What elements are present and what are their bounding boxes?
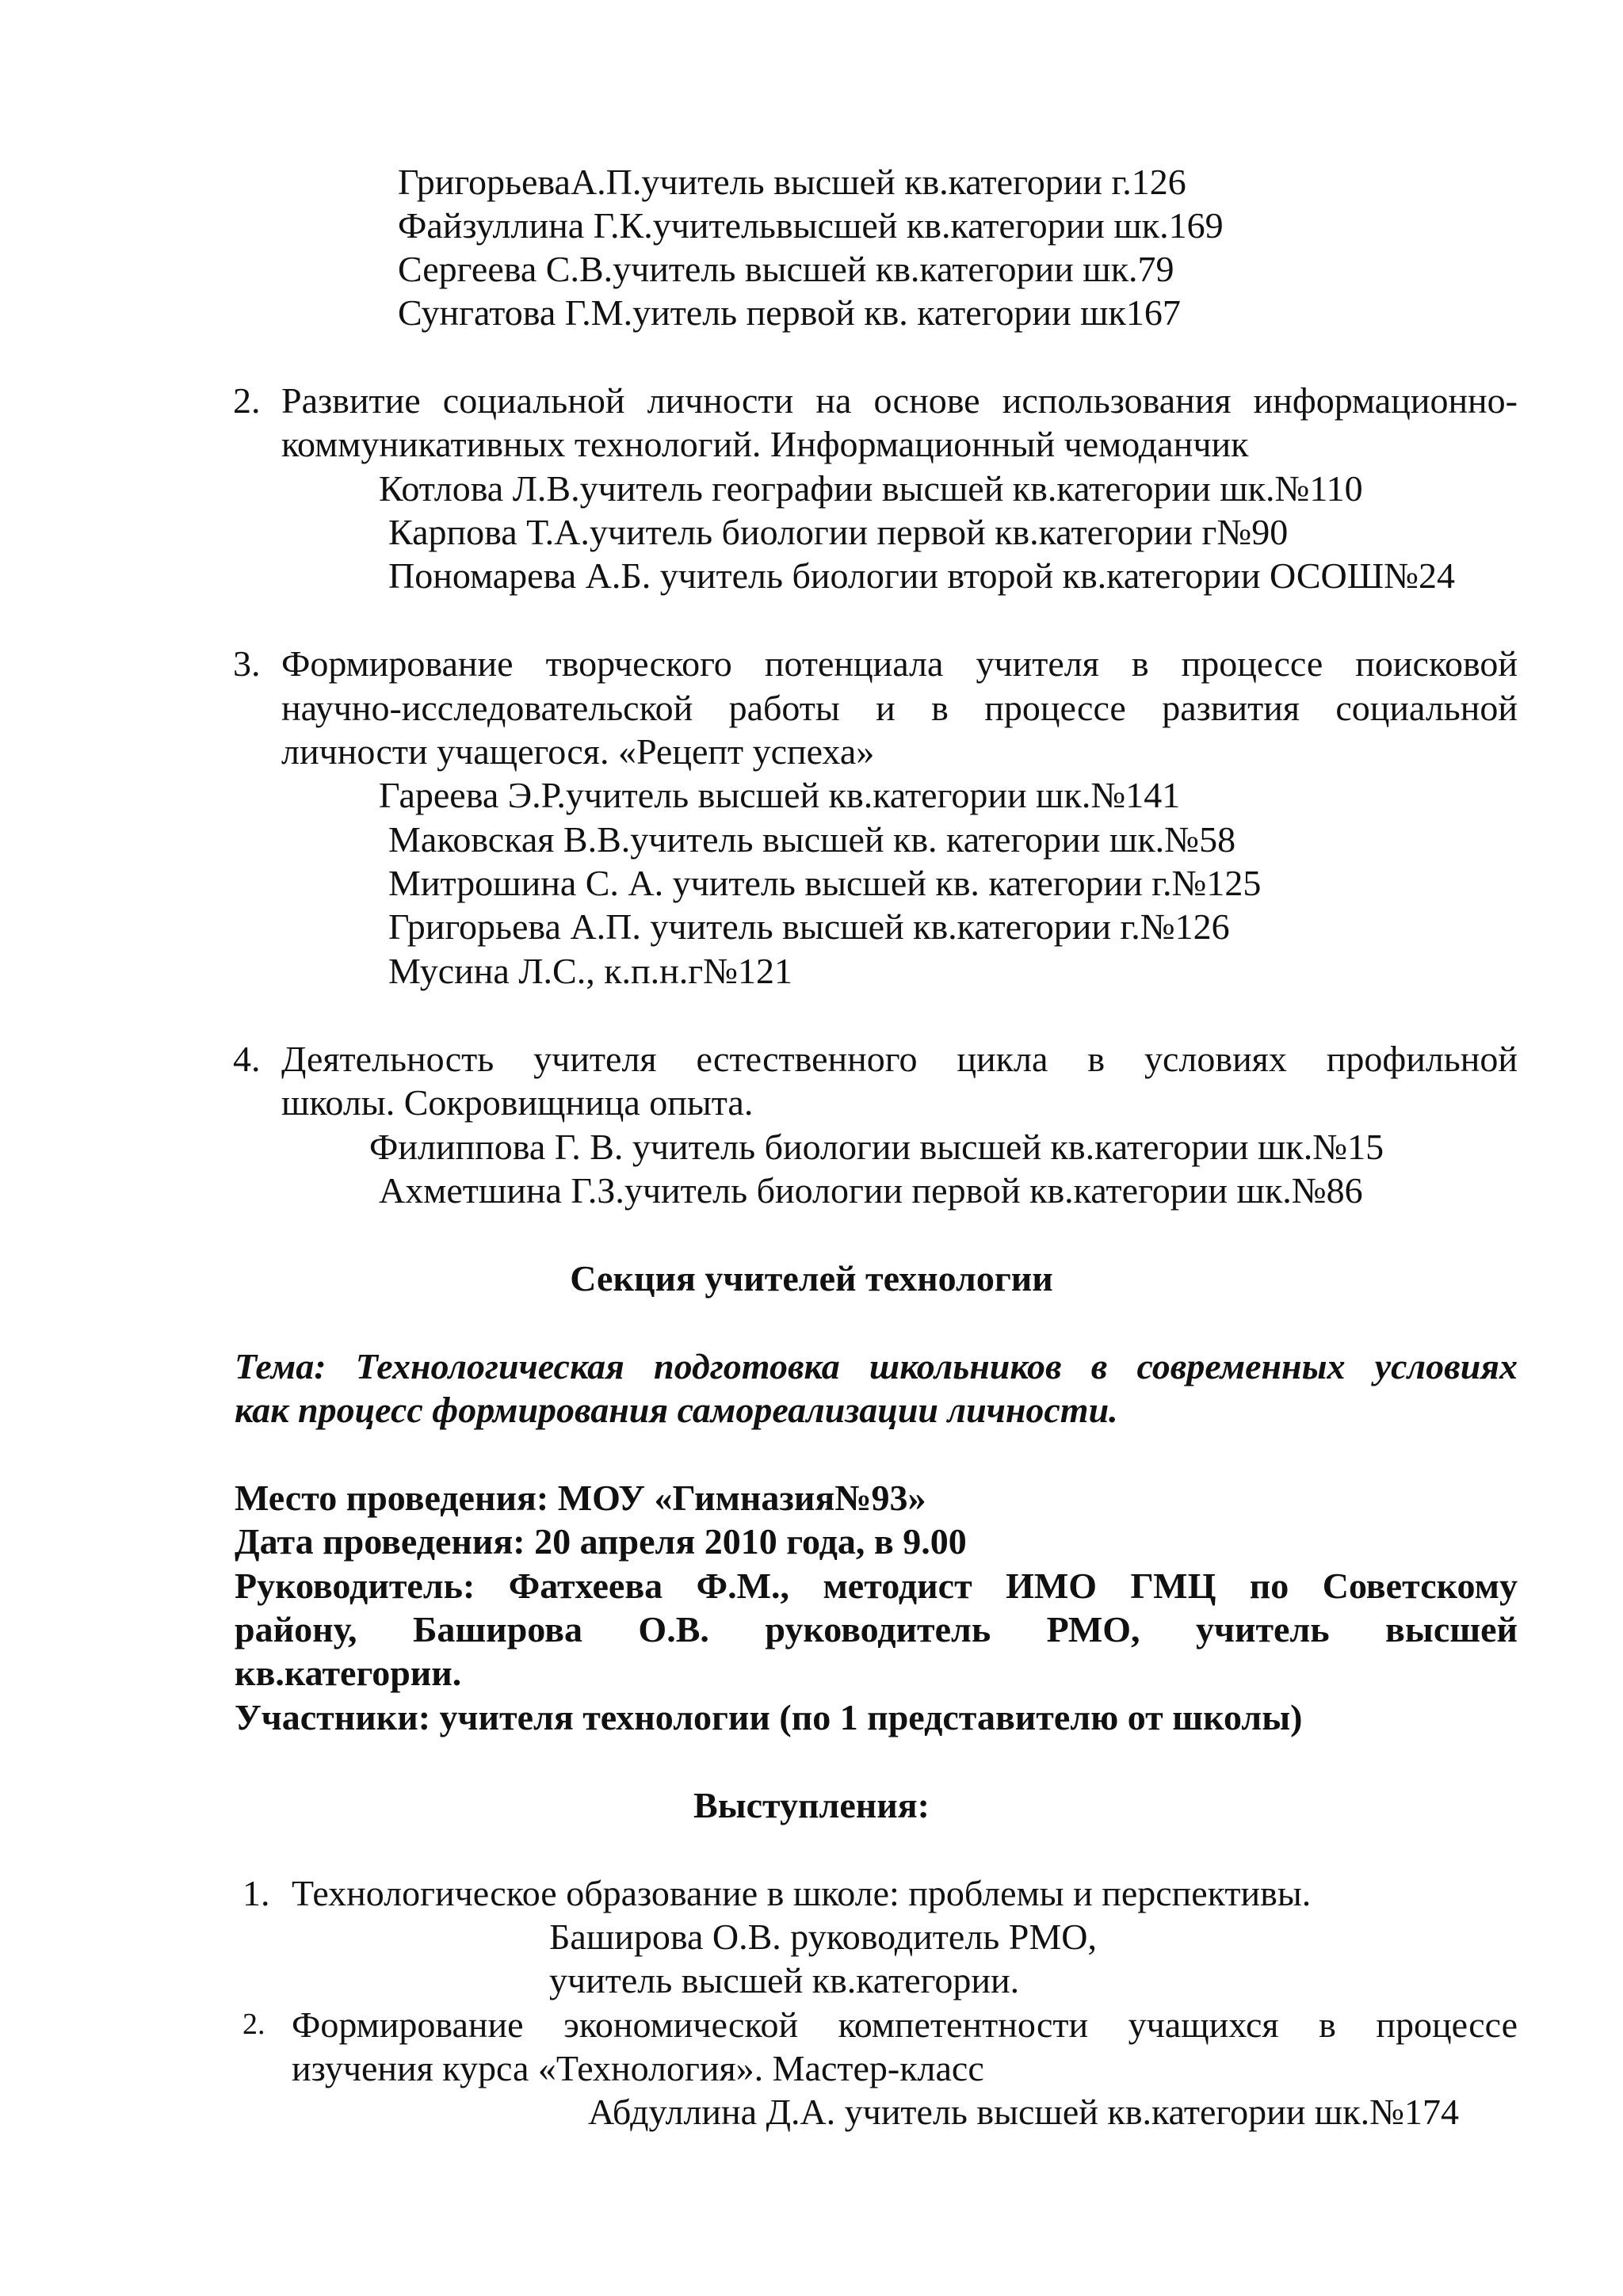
person-line: Ахметшина Г.З.учитель биологии первой кв.категории шк.№86	[379, 1170, 1363, 1211]
person-line: Котлова Л.В.учитель географии высшей кв.категории шк.№110	[379, 468, 1363, 509]
list-item-text: Деятельность учителя естественного цикла в условиях профильной	[281, 1039, 1518, 1079]
leader-line: району, Баширова О.В. руководитель РМО, учитель высшей	[235, 1609, 1518, 1650]
speaker-line: Баширова О.В. руководитель РМО,	[549, 1917, 1097, 1957]
list-number: 2.	[233, 380, 261, 421]
person-line: Карпова Т.А.учитель биологии первой кв.категории г№90	[388, 512, 1289, 552]
person-line: Маковская В.В.учитель высшей кв. категории шк.№58	[388, 819, 1236, 860]
person-line: Файзуллина Г.К.учительвысшей кв.категории шк.169	[398, 205, 1224, 246]
person-line: Митрошина С. А. учитель высшей кв. категории г.№125	[388, 863, 1262, 903]
list-item-text: личности учащегося. «Рецепт успеха»	[281, 731, 875, 772]
person-line: Сунгатова Г.М.уитель первой кв. категории шк167	[398, 292, 1181, 333]
speech-text: Формирование экономической компетентности учащихся в процессе	[292, 2004, 1518, 2045]
speech-number: 1.	[242, 1873, 270, 1913]
date-line: Дата проведения: 20 апреля 2010 года, в 9.00	[235, 1521, 967, 1562]
speaker-line: Абдуллина Д.А. учитель высшей кв.категории шк.№174	[588, 2092, 1459, 2132]
person-line: Филиппова Г. В. учитель биологии высшей кв.категории шк.№15	[369, 1127, 1384, 1167]
speech-text: изучения курса «Технология». Мастер-класс	[292, 2048, 984, 2088]
speech-number: 2.	[242, 2008, 265, 2041]
person-line: Сергеева С.В.учитель высшей кв.категории шк.79	[398, 249, 1174, 289]
leader-line: Руководитель: Фатхеева Ф.М., методист ИМО ГМЦ по Советскому	[235, 1566, 1518, 1606]
speech-text: Технологическое образование в школе: проблемы и перспективы.	[292, 1873, 1312, 1913]
leader-line: кв.категории.	[235, 1653, 462, 1693]
list-item-text: Развитие социальной личности на основе использования информационно-	[281, 380, 1518, 421]
list-number: 4.	[233, 1039, 261, 1079]
participants-line: Участники: учителя технологии (по 1 представителю от школы)	[235, 1697, 1303, 1737]
list-item-text: коммуникативных технологий. Информационный чемоданчик	[281, 424, 1249, 464]
list-number: 3.	[233, 643, 261, 684]
list-item-text: школы. Сокровищница опыта.	[281, 1082, 754, 1123]
list-item-text: Формирование творческого потенциала учителя в процессе поисковой	[281, 643, 1518, 684]
person-line: ГригорьеваА.П.учитель высшей кв.категории г.126	[398, 162, 1186, 202]
speeches-title: Выступления:	[693, 1785, 930, 1825]
person-line: Гареева Э.Р.учитель высшей кв.категории шк.№141	[379, 775, 1181, 815]
person-line: Пономарева А.Б. учитель биологии второй кв.категории ОСОШ№24	[388, 555, 1456, 596]
theme-line: как процесс формирования самореализации личности.	[235, 1390, 1118, 1430]
person-line: Григорьева А.П. учитель высшей кв.категории г.№126	[388, 906, 1230, 947]
speaker-line: учитель высшей кв.категории.	[549, 1960, 1020, 2000]
place-line: Место проведения: МОУ «Гимназия№93»	[235, 1478, 926, 1518]
person-line: Мусина Л.С., к.п.н.г№121	[388, 951, 793, 991]
theme-line: Тема: Технологическая подготовка школьников в современных условиях	[235, 1346, 1518, 1386]
section-title: Секция учителей технологии	[570, 1258, 1053, 1299]
list-item-text: научно-исследовательской работы и в процессе развития социальной	[281, 688, 1518, 728]
